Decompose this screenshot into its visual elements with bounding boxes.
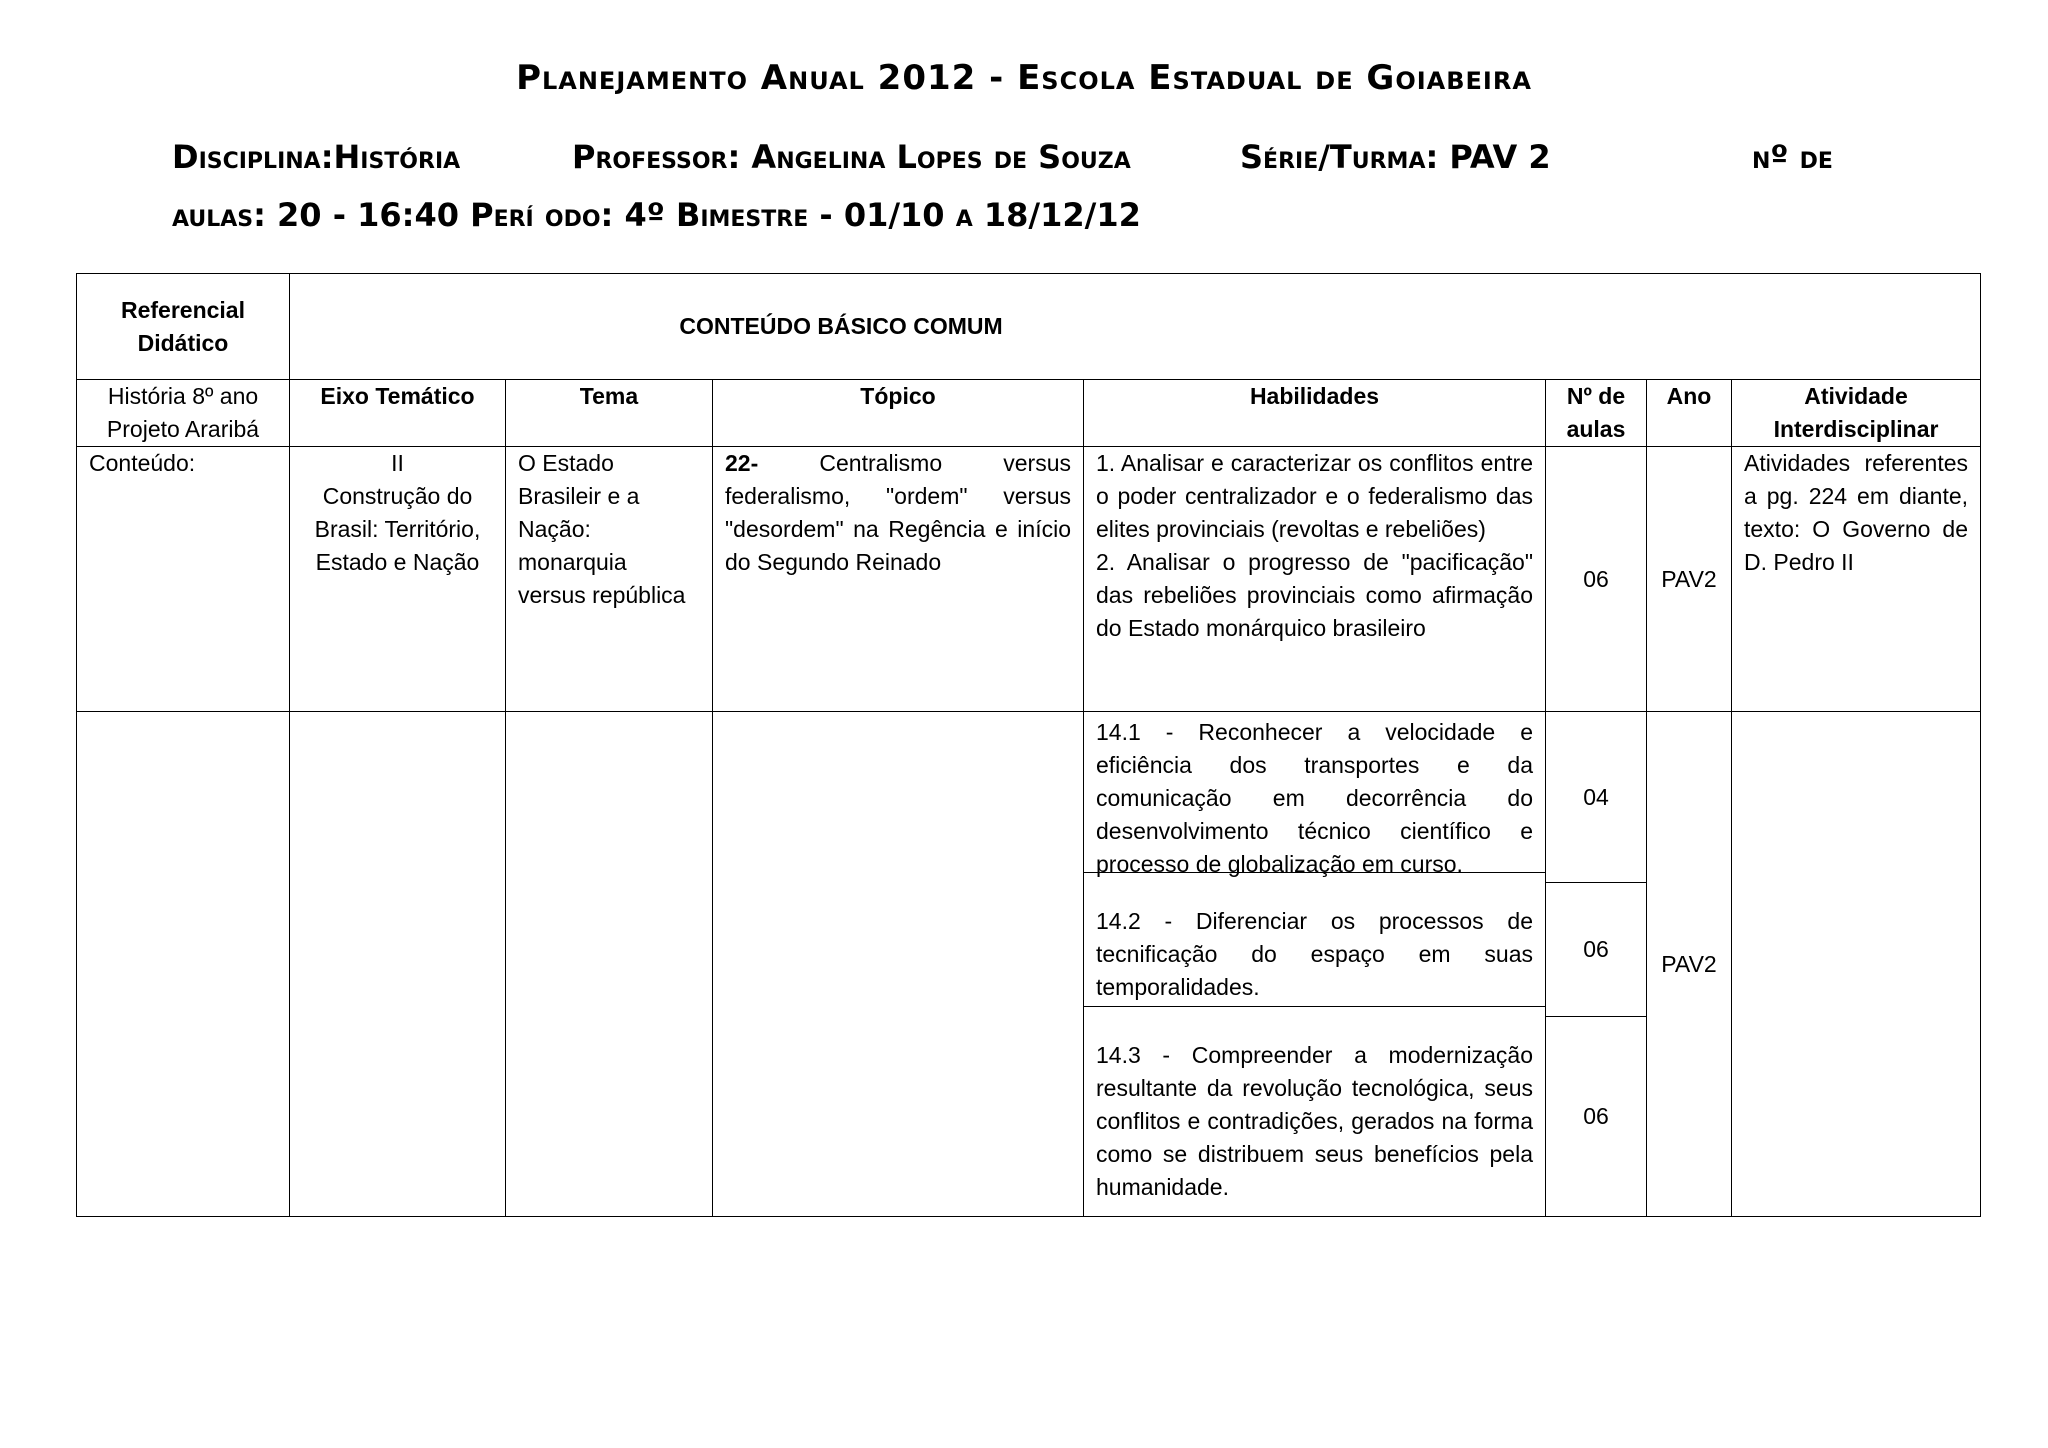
col-atividade: Atividade Interdisciplinar xyxy=(1732,380,1981,447)
cbc-header: CONTEÚDO BÁSICO COMUM xyxy=(290,274,1981,380)
empty-cell xyxy=(1732,712,1981,1217)
col-habilidades: Habilidades xyxy=(1084,380,1546,447)
habilidade-14-2: 14.2 - Diferenciar os processos de tecnificação do espaço em suas temporalidades. xyxy=(1084,872,1545,1006)
empty-cell xyxy=(77,712,290,1217)
empty-cell xyxy=(713,712,1084,1217)
ano-cell-1: PAV2 xyxy=(1647,447,1732,712)
eixo-number: II xyxy=(391,450,404,476)
habilidades-cell-2 xyxy=(1084,712,1546,1217)
col-eixo-tematico: Eixo Temático xyxy=(290,380,506,447)
habilidades-cell-1 xyxy=(1084,447,1546,712)
empty-cell xyxy=(506,712,713,1217)
habilidade-2: 2. Analisar o progresso de "pacificação" das rebeliões provinciais como afirmação do Estado monárquico brasileiro xyxy=(1096,549,1533,641)
referencial-didatico-header: Referencial Didático xyxy=(77,274,290,380)
habilidade-14-1: 14.1 - Reconhecer a velocidade e eficiência dos transportes e da comunicação em decorrência do desenvolvimento técnico científico e processo de globalização em curso. xyxy=(1096,719,1533,877)
planning-table xyxy=(76,273,1981,1217)
n-de-label: nº de xyxy=(1752,138,1833,176)
tema-cell: O Estado Brasileir e a Nação: monarquia versus república xyxy=(506,447,713,712)
aulas-value: 06 xyxy=(1546,882,1646,1016)
table-header-row-top xyxy=(77,274,1981,380)
eixo-text: Construção do Brasil: Território, Estado e Nação xyxy=(314,483,481,575)
col-topico: Tópico xyxy=(713,380,1084,447)
topico-cell xyxy=(713,447,1084,712)
disciplina-label: Disciplina:História xyxy=(172,138,461,176)
topico-number: 22- xyxy=(725,450,759,476)
col-n-aulas: Nº de aulas xyxy=(1546,380,1647,447)
serie-turma-label: Série/Turma: PAV 2 xyxy=(1240,138,1551,176)
ano-cell-2: PAV2 xyxy=(1647,712,1732,1217)
referencial-value: História 8º ano Projeto Araribá xyxy=(77,380,290,447)
document-title: Planejamento Anual 2012 - Escola Estadual de Goiabeira xyxy=(516,58,1532,98)
habilidade-14-3: 14.3 - Compreender a modernização resultante da revolução tecnológica, seus conflitos e contradições, gerados na forma como se distribuem seus benefícios pela humanidade. xyxy=(1084,1006,1545,1214)
conteudo-cell: Conteúdo: xyxy=(77,447,290,712)
atividade-cell: Atividades referentes a pg. 224 em diante, texto: O Governo de D. Pedro II xyxy=(1732,447,1981,712)
col-ano: Ano xyxy=(1647,380,1732,447)
table-row-1 xyxy=(77,447,1981,712)
professor-label: Professor: Angelina Lopes de Souza xyxy=(572,138,1131,176)
table-row-2 xyxy=(77,712,1981,1217)
aulas-value: 06 xyxy=(1546,1016,1646,1216)
aulas-cell-1: 06 xyxy=(1546,447,1647,712)
table-header-row-columns xyxy=(77,380,1981,447)
aulas-value: 04 xyxy=(1583,783,1609,810)
col-tema: Tema xyxy=(506,380,713,447)
empty-cell xyxy=(290,712,506,1217)
topico-text: Centralismo versus federalismo, "ordem" versus "desordem" na Regência e início do Segundo Reinado xyxy=(725,450,1072,575)
header-line-2: aulas: 20 - 16:40 Perí odo: 4º Bimestre - 01/10 a 18/12/12 xyxy=(172,196,1141,234)
eixo-cell xyxy=(290,447,506,712)
habilidade-1: 1. Analisar e caracterizar os conflitos entre o poder centralizador e o federalismo das elites provinciais (revoltas e rebeliões) xyxy=(1096,450,1533,542)
aulas-cell-2 xyxy=(1546,712,1647,1217)
